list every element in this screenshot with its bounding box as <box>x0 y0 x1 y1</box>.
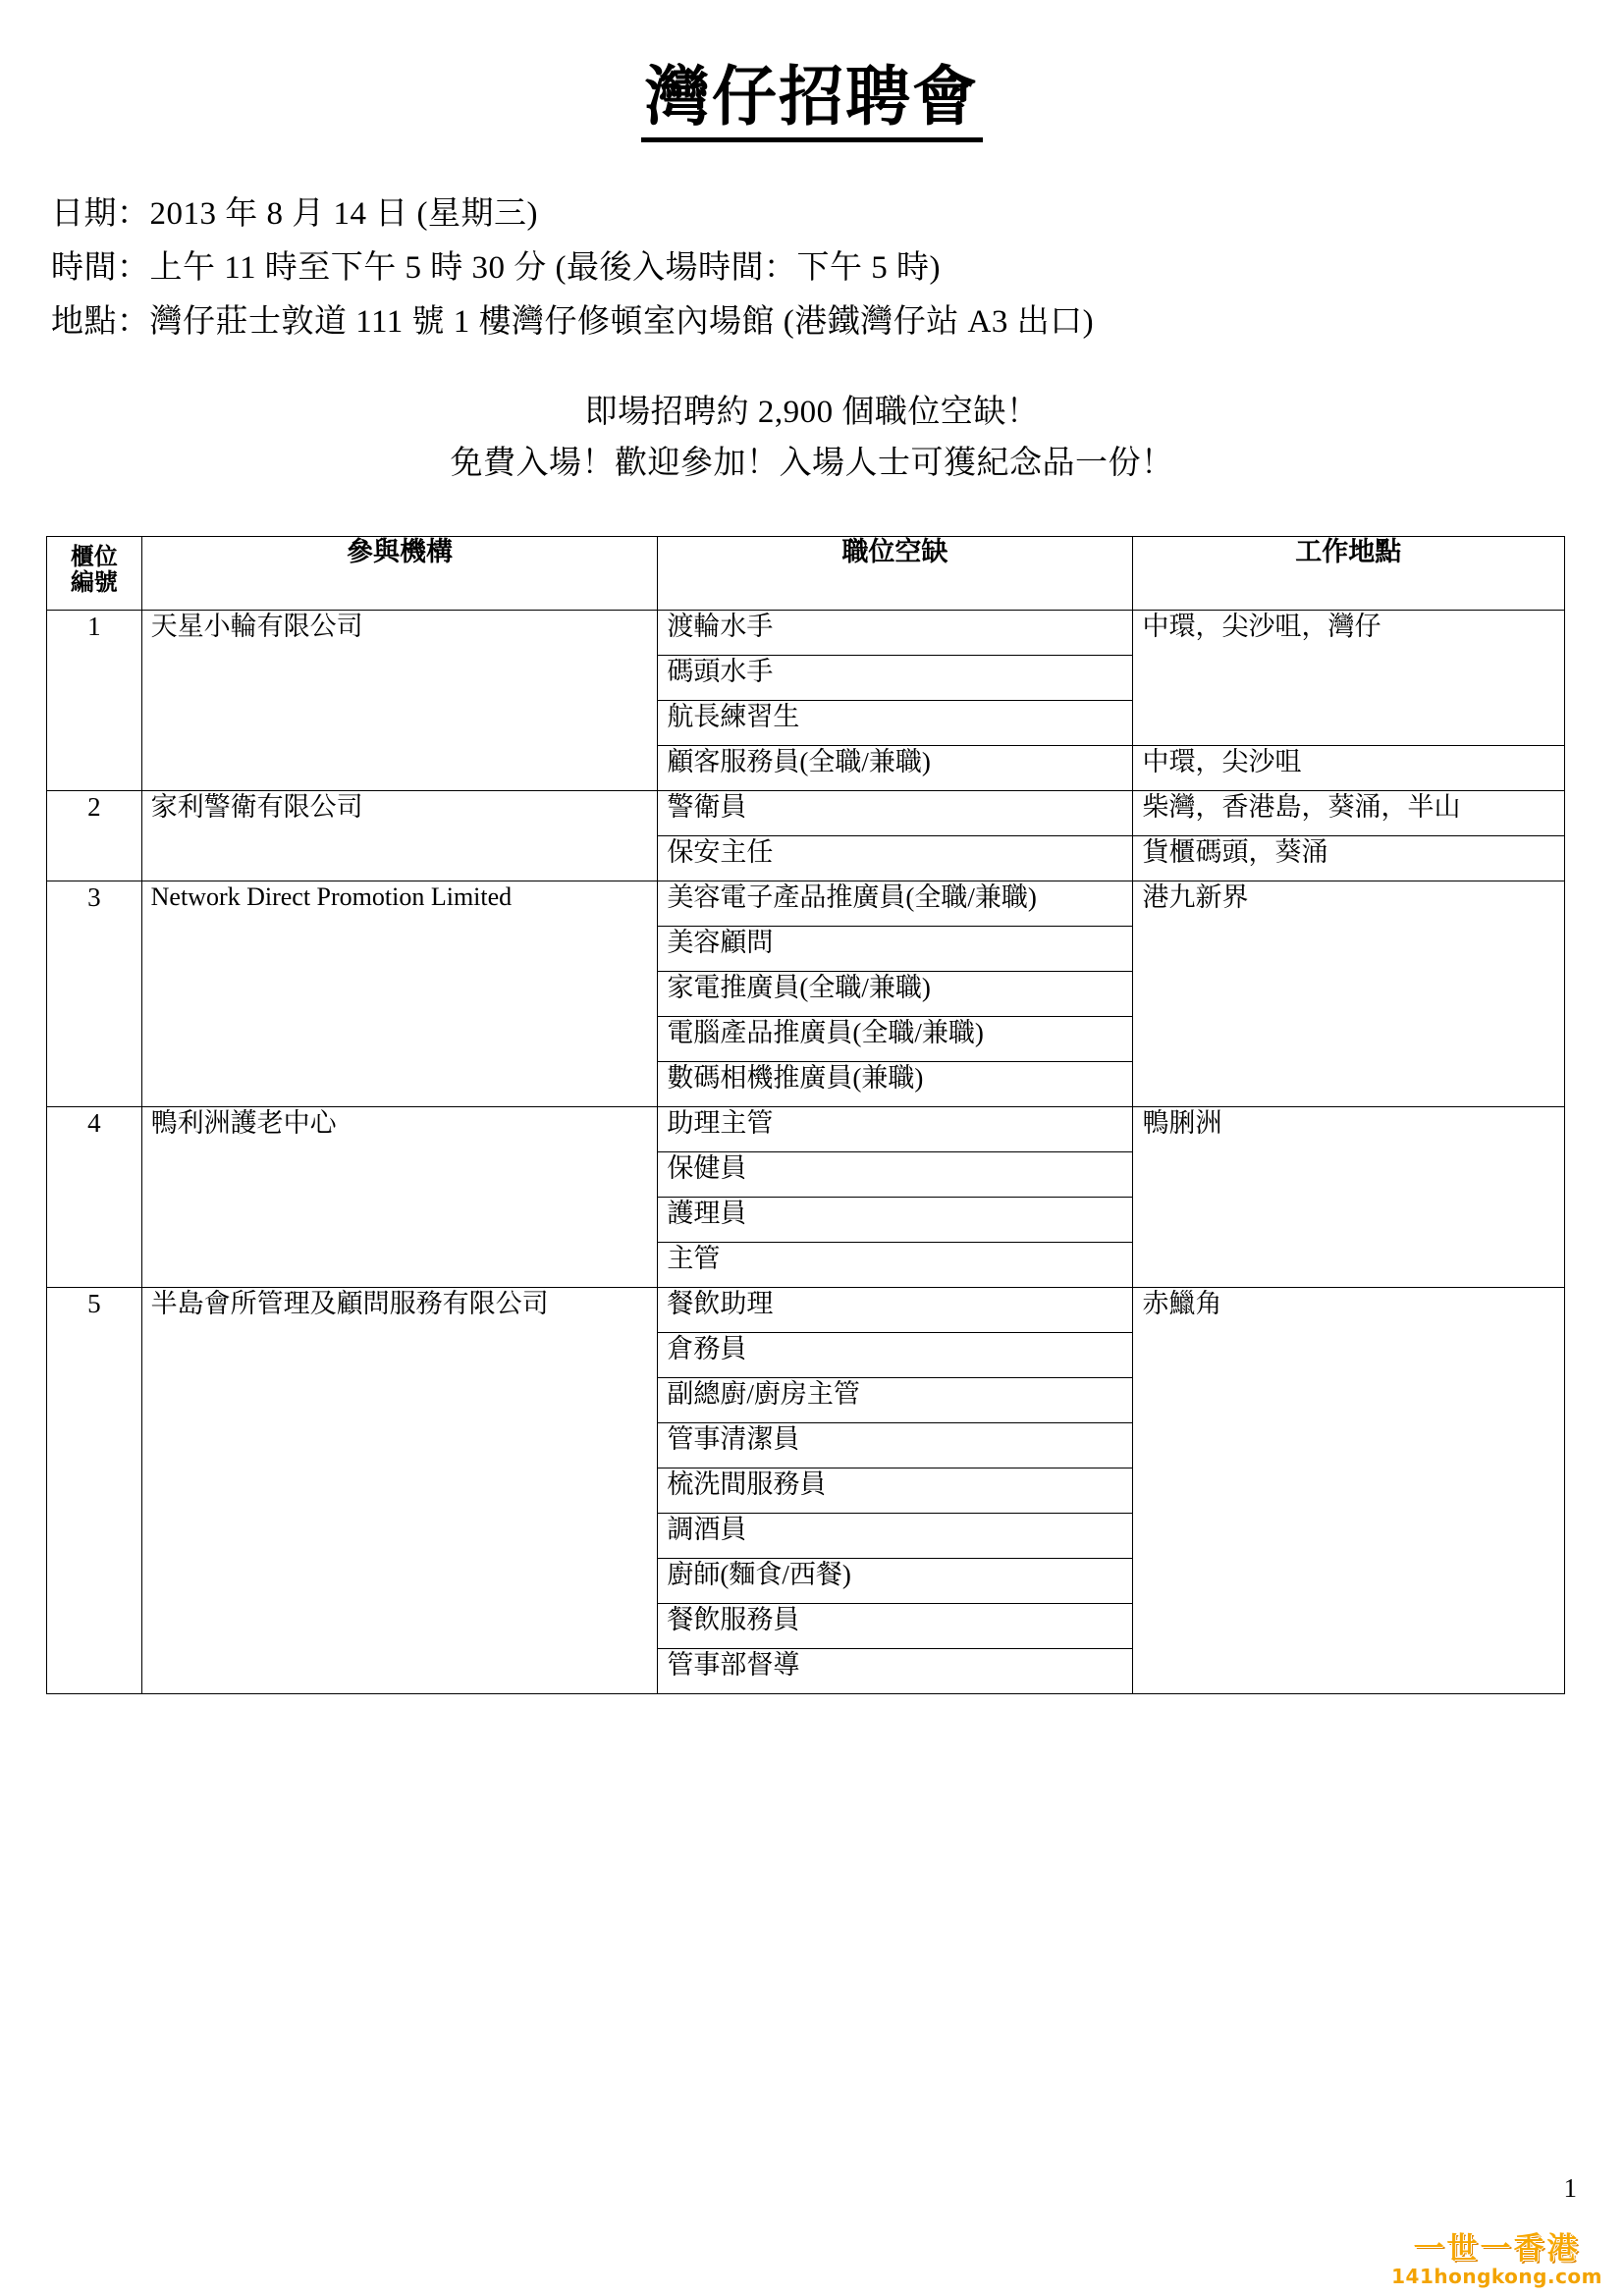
table-body <box>47 610 1565 1693</box>
watermark <box>1391 2231 1602 2288</box>
cell-booth-number: 3 <box>47 881 142 1106</box>
watermark-chinese-text: 一世一香港 <box>1413 2231 1581 2267</box>
cell-job-title: 管事清潔員 <box>658 1422 1132 1468</box>
cell-work-location: 赤鱲角 <box>1132 1287 1565 1693</box>
cell-booth-number: 4 <box>47 1106 142 1287</box>
cell-work-location: 柴灣，香港島，葵涌，半山 <box>1132 790 1565 835</box>
cell-organisation: 半島會所管理及顧問服務有限公司 <box>141 1287 658 1693</box>
cell-job-title: 主管 <box>658 1242 1132 1287</box>
announcement-vacancy-count: 即場招聘約 2,900 個職位空缺！ <box>584 394 1040 430</box>
cell-organisation: 天星小輪有限公司 <box>141 610 658 790</box>
cell-job-title: 助理主管 <box>658 1106 1132 1151</box>
vacancy-table-container <box>0 536 1624 1694</box>
column-header-organisation: 參與機構 <box>141 536 658 610</box>
booth-header-line1: 櫃位 <box>70 544 118 570</box>
cell-job-title: 餐飲助理 <box>658 1287 1132 1332</box>
cell-organisation: 家利警衛有限公司 <box>141 790 658 881</box>
table-row <box>47 1106 1565 1151</box>
cell-job-title: 廚師(麵食/西餐) <box>658 1558 1132 1603</box>
table-row <box>47 610 1565 655</box>
column-header-location: 工作地點 <box>1132 536 1565 610</box>
announcement-free-entry: 免費入場！歡迎參加！入場人士可獲紀念品一份！ <box>450 445 1174 481</box>
page-number: 1 <box>1563 2173 1577 2203</box>
column-header-vacancies: 職位空缺 <box>658 536 1132 610</box>
table-row <box>47 790 1565 835</box>
watermark-url-text: 141hongkong.com <box>1391 2265 1602 2288</box>
cell-booth-number: 1 <box>47 610 142 790</box>
table-header <box>47 536 1565 610</box>
cell-job-title: 保安主任 <box>658 835 1132 881</box>
cell-job-title: 倉務員 <box>658 1332 1132 1377</box>
cell-work-location: 中環，尖沙咀 <box>1132 745 1565 790</box>
cell-job-title: 保健員 <box>658 1151 1132 1197</box>
cell-job-title: 渡輪水手 <box>658 610 1132 655</box>
vacancy-table <box>46 536 1565 1694</box>
cell-booth-number: 5 <box>47 1287 142 1693</box>
cell-organisation: Network Direct Promotion Limited <box>141 881 658 1106</box>
cell-job-title: 碼頭水手 <box>658 655 1132 700</box>
table-row <box>47 881 1565 926</box>
cell-work-location: 港九新界 <box>1132 881 1565 1106</box>
cell-job-title: 警衛員 <box>658 790 1132 835</box>
cell-work-location: 貨櫃碼頭，葵涌 <box>1132 835 1565 881</box>
table-row <box>47 1287 1565 1332</box>
cell-job-title: 電腦產品推廣員(全職/兼職) <box>658 1016 1132 1061</box>
cell-work-location: 鴨脷洲 <box>1132 1106 1565 1287</box>
cell-job-title: 副總廚/廚房主管 <box>658 1377 1132 1422</box>
table-header-row <box>47 536 1565 610</box>
event-date-line: 日期：2013 年 8 月 14 日 (星期三) <box>51 195 538 232</box>
cell-job-title: 調酒員 <box>658 1513 1132 1558</box>
cell-job-title: 管事部督導 <box>658 1648 1132 1693</box>
cell-booth-number: 2 <box>47 790 142 881</box>
event-time-line: 時間：上午 11 時至下午 5 時 30 分 (最後入場時間：下午 5 時) <box>51 249 942 286</box>
cell-job-title: 數碼相機推廣員(兼職) <box>658 1061 1132 1106</box>
cell-job-title: 顧客服務員(全職/兼職) <box>658 745 1132 790</box>
cell-job-title: 護理員 <box>658 1197 1132 1242</box>
page-title: 灣仔招聘會 <box>641 61 983 142</box>
cell-work-location: 中環，尖沙咀，灣仔 <box>1132 610 1565 745</box>
cell-job-title: 美容電子產品推廣員(全職/兼職) <box>658 881 1132 926</box>
event-info-block <box>0 187 1624 349</box>
column-header-booth-number <box>47 536 142 610</box>
cell-job-title: 餐飲服務員 <box>658 1603 1132 1648</box>
event-venue-line: 地點：灣仔莊士敦道 111 號 1 樓灣仔修頓室內場館 (港鐵灣仔站 A3 出口) <box>51 303 1095 340</box>
cell-job-title: 美容顧問 <box>658 926 1132 971</box>
cell-job-title: 航長練習生 <box>658 700 1132 745</box>
booth-header-line2: 編號 <box>70 570 118 597</box>
cell-job-title: 梳洗間服務員 <box>658 1468 1132 1513</box>
title-container <box>0 0 1624 142</box>
cell-organisation: 鴨利洲護老中心 <box>141 1106 658 1287</box>
cell-job-title: 家電推廣員(全職/兼職) <box>658 971 1132 1016</box>
announcement-block <box>0 387 1624 489</box>
